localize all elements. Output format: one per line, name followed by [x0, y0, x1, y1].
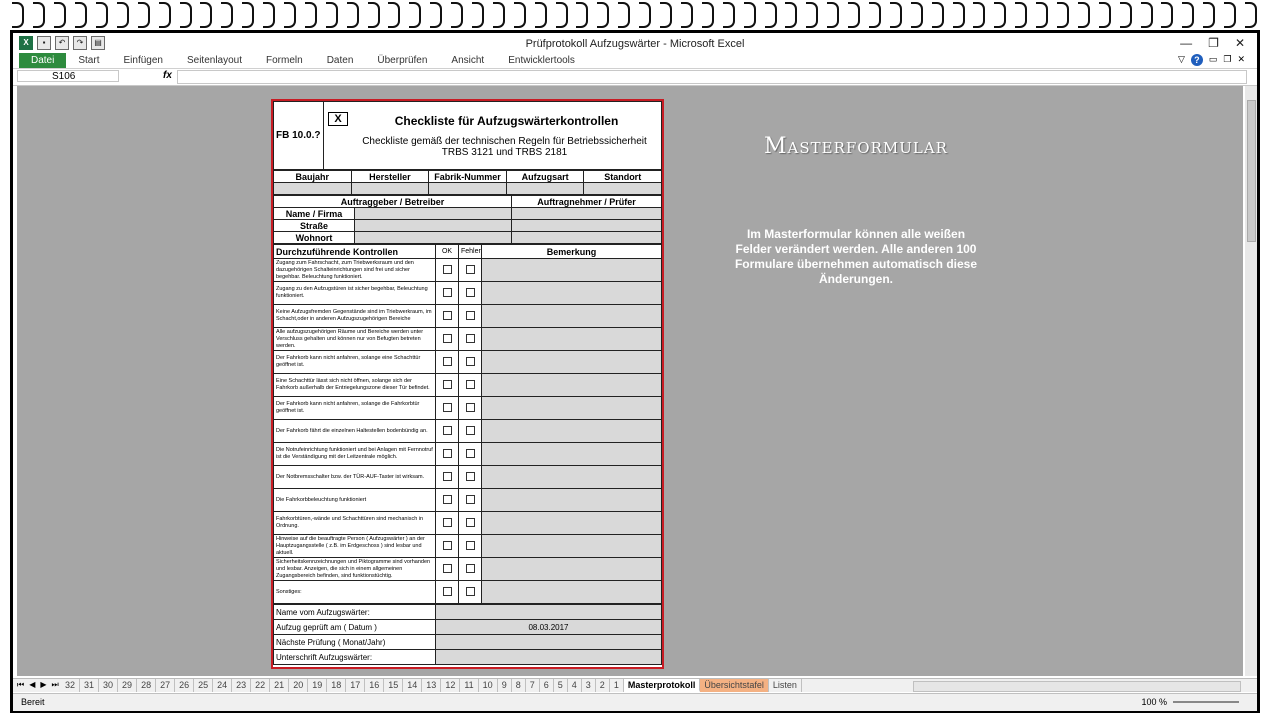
controls-table — [273, 244, 662, 604]
sheet-navigation — [17, 680, 59, 690]
form-code: FB 10.0.? — [274, 102, 324, 170]
binder-ring-icon — [744, 2, 756, 28]
sheet-tab[interactable]: Listen — [769, 679, 802, 692]
checklist-form — [271, 99, 664, 669]
fehler-checkbox-cell — [459, 282, 482, 305]
sheet-tab[interactable]: 30 — [99, 679, 118, 692]
sheet-tab[interactable]: 15 — [384, 679, 403, 692]
control-text: Hinweise auf die beauftragte Person ( Aufzugswärter ) an der Hauptzugangsstelle ( z.B. im Erdgeschoss ) sind lesbar und aktuell. — [274, 535, 436, 558]
bemerkung-field[interactable] — [482, 558, 662, 581]
fehler-header: Fehler — [459, 245, 482, 259]
footer-value[interactable] — [436, 650, 662, 665]
binder-ring-icon — [117, 2, 129, 28]
bemerkung-field[interactable] — [482, 328, 662, 351]
control-row — [274, 328, 662, 351]
binder-ring-icon — [221, 2, 233, 28]
col-standort: Standort — [584, 171, 662, 183]
binder-ring-icon — [430, 2, 442, 28]
excel-window — [10, 30, 1260, 713]
binder-ring-icon — [639, 2, 651, 28]
ribbon-tab[interactable]: Datei — [19, 53, 66, 68]
sheet-tab[interactable]: Masterprotokoll — [624, 679, 701, 692]
auftragnehmer-header: Auftragnehmer / Prüfer — [512, 196, 662, 208]
footer-label: Nächste Prüfung ( Monat/Jahr) — [274, 635, 436, 650]
footer-label: Unterschrift Aufzugswärter: — [274, 650, 436, 665]
bemerkung-field[interactable] — [482, 420, 662, 443]
binder-ring-icon — [326, 2, 338, 28]
binder-ring-icon — [827, 2, 839, 28]
fehler-checkbox-cell — [459, 581, 482, 604]
ribbon-tab[interactable]: Ansicht — [451, 55, 485, 66]
binder-ring-icon — [1120, 2, 1132, 28]
bemerkung-field[interactable] — [482, 535, 662, 558]
binder-ring-icon — [953, 2, 965, 28]
control-row — [274, 282, 662, 305]
binder-ring-icon — [1141, 2, 1153, 28]
prev-sheet-icon[interactable]: ◀ — [29, 680, 36, 689]
col-fabrik-nummer: Fabrik-Nummer — [429, 171, 507, 183]
ok-checkbox-cell — [436, 420, 459, 443]
binder-ring-icon — [576, 2, 588, 28]
bemerkung-field[interactable] — [482, 282, 662, 305]
footer-row — [274, 650, 662, 665]
pruefer-wohnort-field[interactable] — [512, 232, 662, 244]
binder-ring-icon — [911, 2, 923, 28]
binder-ring-icon — [138, 2, 150, 28]
footer-row — [274, 620, 662, 635]
ok-checkbox-cell — [436, 581, 459, 604]
ok-checkbox-cell — [436, 489, 459, 512]
footer-label: Name vom Aufzugswärter: — [274, 605, 436, 620]
binder-ring-icon — [785, 2, 797, 28]
control-text: Der Fahrkorb kann nicht anfahren, solange die Fahrkorbtür geöffnet ist. — [274, 397, 436, 420]
fx-icon[interactable]: fx — [163, 70, 172, 81]
formula-input[interactable] — [177, 70, 1247, 84]
control-text: Zugang zu den Aufzugstüren ist sicher begehbar, Beleuchtung funktioniert. — [274, 282, 436, 305]
control-row — [274, 305, 662, 328]
footer-value[interactable] — [436, 605, 662, 620]
binder-ring-icon — [493, 2, 505, 28]
control-row — [274, 512, 662, 535]
binder-ring-icon — [1036, 2, 1048, 28]
sheet-tab[interactable]: 1 — [610, 679, 624, 692]
sheet-tabs — [61, 679, 802, 692]
sheet-tab[interactable]: 16 — [365, 679, 384, 692]
sheet-tab-bar — [13, 678, 1257, 692]
bemerkung-field[interactable] — [482, 581, 662, 604]
footer-label: Aufzug geprüft am ( Datum ) — [274, 620, 436, 635]
sheet-tab[interactable]: 21 — [270, 679, 289, 692]
fehler-checkbox-cell — [459, 420, 482, 443]
sheet-tab[interactable]: 19 — [308, 679, 327, 692]
binder-ring-icon — [451, 2, 463, 28]
binder-ring-icon — [890, 2, 902, 28]
help-icon[interactable]: ? — [1191, 54, 1203, 66]
fehler-checkbox-cell — [459, 558, 482, 581]
first-sheet-icon[interactable]: ⏮ — [17, 680, 25, 689]
binder-ring-icon — [242, 2, 254, 28]
binder-ring-icon — [994, 2, 1006, 28]
binder-ring-icon — [869, 2, 881, 28]
ok-checkbox[interactable] — [443, 265, 452, 274]
binder-ring-icon — [702, 2, 714, 28]
bemerkung-field[interactable] — [482, 351, 662, 374]
fehler-checkbox[interactable] — [466, 403, 475, 412]
sheet-tab[interactable]: 31 — [80, 679, 99, 692]
ok-header: OK — [436, 245, 459, 259]
sheet-tab[interactable]: 27 — [156, 679, 175, 692]
bemerkung-field[interactable] — [482, 305, 662, 328]
ok-checkbox[interactable] — [443, 587, 452, 596]
ok-checkbox[interactable] — [443, 311, 452, 320]
control-row — [274, 420, 662, 443]
fehler-checkbox[interactable] — [466, 426, 475, 435]
control-text: Der Fahrkorb fährt die einzelnen Haltestellen bodenbündig an. — [274, 420, 436, 443]
ok-checkbox-cell — [436, 512, 459, 535]
binder-ring-icon — [200, 2, 212, 28]
fehler-checkbox[interactable] — [466, 564, 475, 573]
sheet-tab[interactable]: 6 — [540, 679, 554, 692]
control-row — [274, 351, 662, 374]
sheet-tab[interactable]: 22 — [251, 679, 270, 692]
binder-ring-icon — [263, 2, 275, 28]
sheet-tab[interactable]: 5 — [554, 679, 568, 692]
control-text: Eine Schachttür lässt sich nicht öffnen, solange sich der Fahrkorb außerhalb der Entriegelungszone dieser Tür befindet. — [274, 374, 436, 397]
binder-ring-icon — [1099, 2, 1111, 28]
ribbon-tab[interactable]: Einfügen — [123, 55, 163, 66]
binder-ring-icon — [1245, 2, 1257, 28]
zoom-slider[interactable] — [1173, 701, 1239, 703]
sheet-tab[interactable]: 9 — [498, 679, 512, 692]
ok-checkbox[interactable] — [443, 426, 452, 435]
scroll-thumb[interactable] — [1247, 100, 1256, 242]
check-mark-box[interactable]: X — [328, 112, 348, 126]
binder-rings — [0, 0, 1270, 26]
ok-checkbox-cell — [436, 443, 459, 466]
ok-checkbox-cell — [436, 397, 459, 420]
bemerkung-field[interactable] — [482, 466, 662, 489]
control-row — [274, 443, 662, 466]
binder-ring-icon — [12, 2, 24, 28]
fehler-checkbox[interactable] — [466, 380, 475, 389]
binder-ring-icon — [1224, 2, 1236, 28]
bemerkung-field[interactable] — [482, 512, 662, 535]
print-icon[interactable]: ▤ — [91, 36, 105, 50]
sheet-tab[interactable]: 29 — [118, 679, 137, 692]
fehler-checkbox-cell — [459, 259, 482, 282]
fehler-checkbox[interactable] — [466, 357, 475, 366]
ok-checkbox-cell — [436, 374, 459, 397]
control-row — [274, 535, 662, 558]
binder-ring-icon — [514, 2, 526, 28]
fabrik-nummer-field[interactable] — [429, 183, 507, 195]
sheet-tab[interactable]: 7 — [526, 679, 540, 692]
minimize-ribbon-icon[interactable]: ▭ — [1208, 54, 1218, 64]
fehler-checkbox[interactable] — [466, 541, 475, 550]
hersteller-field[interactable] — [351, 183, 429, 195]
binder-ring-icon — [368, 2, 380, 28]
fehler-checkbox[interactable] — [466, 587, 475, 596]
ok-checkbox-cell — [436, 259, 459, 282]
binder-ring-icon — [347, 2, 359, 28]
fehler-checkbox-cell — [459, 489, 482, 512]
sheet-tab[interactable]: Übersichtstafel — [700, 679, 769, 692]
controls-header: Durchzuführende Kontrollen — [274, 245, 436, 259]
fehler-checkbox-cell — [459, 397, 482, 420]
sheet-tab[interactable]: 24 — [213, 679, 232, 692]
ok-checkbox-cell — [436, 466, 459, 489]
zoom-level[interactable]: 100 % — [1141, 697, 1167, 707]
fehler-checkbox[interactable] — [466, 288, 475, 297]
form-header-table — [273, 101, 662, 170]
name-firma-label: Name / Firma — [274, 208, 355, 220]
master-note: Im Masterformular können alle weißen Felder verändert werden. Alle anderen 100 Formulare übernehmen automatisch diese Änderungen. — [734, 227, 978, 286]
binder-ring-icon — [96, 2, 108, 28]
control-row — [274, 489, 662, 512]
fehler-checkbox-cell — [459, 351, 482, 374]
ok-checkbox[interactable] — [443, 288, 452, 297]
bemerkung-field[interactable] — [482, 259, 662, 282]
binder-ring-icon — [33, 2, 45, 28]
ok-checkbox[interactable] — [443, 380, 452, 389]
binder-ring-icon — [388, 2, 400, 28]
horizontal-scrollbar[interactable] — [913, 681, 1241, 692]
redo-icon[interactable]: ↷ — [73, 36, 87, 50]
auftraggeber-header: Auftraggeber / Betreiber — [274, 196, 512, 208]
fehler-checkbox-cell — [459, 535, 482, 558]
sheet-tab[interactable]: 14 — [403, 679, 422, 692]
binder-ring-icon — [305, 2, 317, 28]
binder-ring-icon — [765, 2, 777, 28]
form-subtitle-1: Checkliste gemäß der technischen Regeln für Betriebssicherheit — [362, 136, 647, 147]
fehler-checkbox[interactable] — [466, 495, 475, 504]
binder-ring-icon — [681, 2, 693, 28]
ok-checkbox-cell — [436, 351, 459, 374]
ok-checkbox[interactable] — [443, 449, 452, 458]
sheet-tab[interactable]: 25 — [194, 679, 213, 692]
binder-ring-icon — [409, 2, 421, 28]
baujahr-field[interactable] — [274, 183, 352, 195]
ok-checkbox[interactable] — [443, 518, 452, 527]
sheet-tab[interactable]: 2 — [596, 679, 610, 692]
pruefer-name-field[interactable] — [512, 208, 662, 220]
vertical-scrollbar[interactable] — [1245, 86, 1257, 676]
binder-ring-icon — [1203, 2, 1215, 28]
binder-ring-icon — [1057, 2, 1069, 28]
ribbon-tabs — [13, 53, 1257, 68]
ok-checkbox-cell — [436, 558, 459, 581]
binder-ring-icon — [1161, 2, 1173, 28]
binder-ring-icon — [1078, 2, 1090, 28]
binder-ring-icon — [75, 2, 87, 28]
ribbon-tab[interactable]: Formeln — [266, 55, 303, 66]
bemerkung-header: Bemerkung — [482, 245, 662, 259]
control-text: Alle aufzugszugehörigen Räume und Bereiche werden unter Verschluss gehalten und können nur von Befugten betreten werden. — [274, 328, 436, 351]
sheet-tab[interactable]: 23 — [232, 679, 251, 692]
control-text: Fahrkorbtüren,-wände und Schachttüren sind mechanisch in Ordnung. — [274, 512, 436, 535]
ribbon-tab[interactable]: Daten — [326, 55, 354, 66]
binder-ring-icon — [806, 2, 818, 28]
minimize-button[interactable]: — — [1180, 36, 1193, 50]
ok-checkbox-cell — [436, 328, 459, 351]
binder-ring-icon — [597, 2, 609, 28]
footer-value[interactable] — [436, 635, 662, 650]
fehler-checkbox[interactable] — [466, 518, 475, 527]
restore-button[interactable]: ❐ — [1208, 36, 1219, 50]
sheet-tab[interactable]: 18 — [327, 679, 346, 692]
ribbon-tab[interactable]: Seitenlayout — [186, 55, 243, 66]
col-aufzugsart: Aufzugsart — [506, 171, 584, 183]
control-row — [274, 466, 662, 489]
fehler-checkbox-cell — [459, 305, 482, 328]
control-row — [274, 558, 662, 581]
sheet-tab[interactable]: 13 — [422, 679, 441, 692]
fehler-checkbox[interactable] — [466, 265, 475, 274]
ok-checkbox[interactable] — [443, 495, 452, 504]
ok-checkbox-cell — [436, 305, 459, 328]
restore-ribbon-icon[interactable]: ❐ — [1223, 54, 1232, 64]
master-title: Masterformular — [764, 134, 948, 159]
close-workbook-icon[interactable]: ✕ — [1237, 54, 1245, 64]
fehler-checkbox-cell — [459, 443, 482, 466]
control-text: Zugang zum Fahrschacht, zum Triebwerksraum und den dazugehörigen Schalteinrichtungen sind frei und sicher begehbar. Beleuchtung funktioniert. — [274, 259, 436, 282]
binder-ring-icon — [54, 2, 66, 28]
bemerkung-field[interactable] — [482, 489, 662, 512]
sheet-tab[interactable]: 28 — [137, 679, 156, 692]
footer-row — [274, 635, 662, 650]
ok-checkbox[interactable] — [443, 472, 452, 481]
control-row — [274, 397, 662, 420]
binder-ring-icon — [1182, 2, 1194, 28]
pruefer-strasse-field[interactable] — [512, 220, 662, 232]
chevron-down-icon[interactable]: ▽ — [1177, 54, 1185, 64]
binder-ring-icon — [1015, 2, 1027, 28]
binder-ring-icon — [472, 2, 484, 28]
binder-ring-icon — [284, 2, 296, 28]
control-text: Die Fahrkorbbeleuchtung funktioniert — [274, 489, 436, 512]
binder-ring-icon — [618, 2, 630, 28]
status-bar — [13, 693, 1257, 711]
ok-checkbox-cell — [436, 535, 459, 558]
bemerkung-field[interactable] — [482, 443, 662, 466]
wohnort-label: Wohnort — [274, 232, 355, 244]
binder-ring-icon — [180, 2, 192, 28]
fehler-checkbox[interactable] — [466, 311, 475, 320]
binder-ring-icon — [660, 2, 672, 28]
control-text: Sonstiges: — [274, 581, 436, 604]
worksheet-area[interactable] — [17, 86, 1243, 676]
fehler-checkbox[interactable] — [466, 472, 475, 481]
control-row — [274, 581, 662, 604]
footer-table — [273, 604, 662, 665]
sheet-tab[interactable]: 20 — [289, 679, 308, 692]
strasse-field[interactable] — [355, 220, 512, 232]
fehler-checkbox-cell — [459, 374, 482, 397]
next-sheet-icon[interactable]: ▶ — [40, 680, 47, 689]
sheet-tab[interactable]: 11 — [460, 679, 478, 692]
binder-ring-icon — [159, 2, 171, 28]
ok-checkbox[interactable] — [443, 564, 452, 573]
excel-logo-icon: X — [19, 36, 33, 50]
fehler-checkbox-cell — [459, 512, 482, 535]
fehler-checkbox[interactable] — [466, 449, 475, 458]
fehler-checkbox[interactable] — [466, 334, 475, 343]
binder-ring-icon — [848, 2, 860, 28]
binder-ring-icon — [932, 2, 944, 28]
footer-value[interactable]: 08.03.2017 — [436, 620, 662, 635]
ribbon-tab[interactable]: Start — [78, 55, 100, 66]
ok-checkbox[interactable] — [443, 334, 452, 343]
ribbon — [13, 53, 1257, 69]
name-box[interactable]: S106 — [17, 70, 119, 82]
formula-bar — [13, 69, 1257, 86]
sheet-tab[interactable]: 17 — [346, 679, 365, 692]
sheet-tab[interactable]: 12 — [441, 679, 460, 692]
sheet-tab[interactable]: 10 — [479, 679, 498, 692]
parties-table — [273, 195, 662, 244]
control-text: Der Notbremsschalter bzw. der TÜR-AUF-Taster ist wirksam. — [274, 466, 436, 489]
ribbon-tab[interactable]: Überprüfen — [377, 55, 428, 66]
binder-ring-icon — [973, 2, 985, 28]
control-text: Die Notrufeinrichtung funktioniert und bei Anlagen mit Fernnotruf ist die Verständigung mit der Leitzentrale möglich. — [274, 443, 436, 466]
form-title: Checkliste für Aufzugswärterkontrollen — [394, 114, 619, 128]
aufzugsart-field[interactable] — [506, 183, 584, 195]
ok-checkbox[interactable] — [443, 357, 452, 366]
bemerkung-field[interactable] — [482, 397, 662, 420]
last-sheet-icon[interactable]: ⏭ — [51, 680, 59, 689]
sheet-tab[interactable]: 8 — [512, 679, 526, 692]
strasse-label: Straße — [274, 220, 355, 232]
sheet-tab[interactable]: 32 — [61, 679, 80, 692]
col-baujahr: Baujahr — [274, 171, 352, 183]
name-firma-field[interactable] — [355, 208, 512, 220]
ok-checkbox[interactable] — [443, 403, 452, 412]
sheet-tab[interactable]: 26 — [175, 679, 194, 692]
close-button[interactable]: ✕ — [1234, 36, 1245, 50]
window-title: Prüfprotokoll Aufzugswärter - Microsoft Excel — [525, 38, 745, 50]
control-row — [274, 259, 662, 282]
save-icon[interactable]: ▪ — [37, 36, 51, 50]
binder-ring-icon — [723, 2, 735, 28]
undo-icon[interactable]: ↶ — [55, 36, 69, 50]
bemerkung-field[interactable] — [482, 374, 662, 397]
wohnort-field[interactable] — [355, 232, 512, 244]
form-subtitle-2: TRBS 3121 und TRBS 2181 — [441, 147, 568, 158]
form-title-cell — [324, 102, 662, 170]
control-text: Keine Aufzugsfremden Gegenstände sind im Triebwerkraum, im Schacht,oder in anderen Aufzugszugehörigen Bereiche — [274, 305, 436, 328]
status-ready: Bereit — [21, 697, 45, 707]
fehler-checkbox-cell — [459, 328, 482, 351]
sheet-tab[interactable]: 3 — [582, 679, 596, 692]
fehler-checkbox-cell — [459, 466, 482, 489]
standort-field[interactable] — [584, 183, 662, 195]
col-hersteller: Hersteller — [351, 171, 429, 183]
title-bar — [13, 33, 1257, 53]
binder-ring-icon — [556, 2, 568, 28]
binder-ring-icon — [535, 2, 547, 28]
ok-checkbox-cell — [436, 282, 459, 305]
device-table — [273, 170, 662, 195]
control-text: Der Fahrkorb kann nicht anfahren, solange eine Schachttür geöffnet ist. — [274, 351, 436, 374]
control-text: Sicherheitskennzeichnungen und Piktogramme sind vorhanden und lesbar. Anzeigen, die sich in einem allgemeinen Zugangsbereich befinden, sind funktionstüchtig. — [274, 558, 436, 581]
control-row — [274, 374, 662, 397]
ok-checkbox[interactable] — [443, 541, 452, 550]
sheet-tab[interactable]: 4 — [568, 679, 582, 692]
footer-row — [274, 605, 662, 620]
ribbon-tab[interactable]: Entwicklertools — [508, 55, 575, 66]
